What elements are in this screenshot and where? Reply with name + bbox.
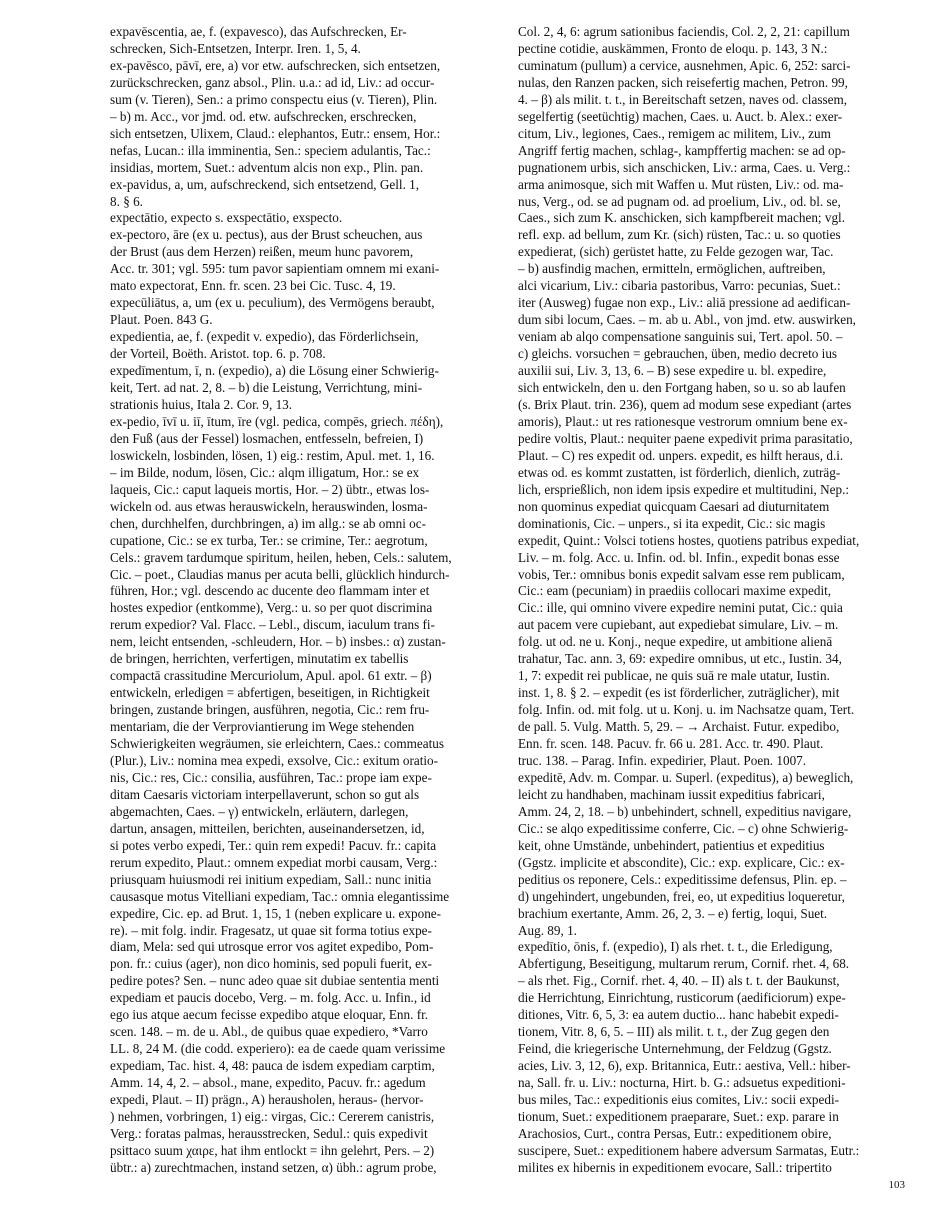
entry-line: expediam et paucis docebo, Verg. – m. folg. Acc. u. Infin., id [110,990,431,1006]
entry-line: diam, Mela: sed qui utrosque error vos agitet expedibo, Pom- [110,939,434,955]
entry-line: keit, Tert. ad nat. 2, 8. – b) die Leistung, Verrichtung, mini- [110,380,423,396]
entry-line: Liv. – m. folg. Acc. u. Infin. od. bl. Infin., expedit bonas esse [518,549,840,565]
entry-line: zurückschrecken, ganz absol., Plin. u.a.: ad id, Liv.: ad occur- [110,74,435,90]
entry-line: Caes., sich zum K. anschicken, sich kampfbereit machen; vgl. [518,210,846,226]
entry-line: nulas, den Ranzen packen, sich reisefertig machen, Petron. 99, [518,74,848,90]
entry-line: de pall. 5. Vulg. Matth. 5, 29. – → Archaist. Futur. expedibo, [518,719,840,735]
entry-line: – im Bilde, nodum, lösen, Cic.: alqm illigatum, Hor.: se ex [110,464,420,480]
entry-line: Schwierigkeiten wegräumen, sie erleichtern, Caes.: commeatus [110,736,444,752]
entry-line: arma animosque, sich mit Waffen u. Mut rüsten, Liv.: od. ma- [518,176,844,192]
entry-line: ex-pedio, īvī u. iī, ītum, īre (vgl. pedica, compēs, griech. πέδη), [110,413,444,429]
entry-line: re). – mit folg. indir. Fragesatz, ut quae sit forma totius expe- [110,922,432,938]
dictionary-entry [110,24,497,58]
entry-line: etwas od. es kommt zustatten, ist förderlich, dienlich, zuträg- [518,464,841,480]
entry-line: führen, Hor.; vgl. descendo ac ducente deo flammam inter et [110,583,430,599]
entry-line: pedire potes? Sen. – nunc adeo quae sit dubiae sententia menti [110,973,440,989]
entry-line: expedīmentum, ī, n. (expedio), a) die Lösung einer Schwierig- [110,363,439,379]
dictionary-entry [110,227,497,295]
entry-line: segelfertig (seetüchtig) machen, Caes. u. Auct. b. Alex.: exer- [518,108,843,124]
entry-line: alci vicarium, Liv.: cibaria pastoribus, Varro: pecunias, Suet.: [518,278,841,294]
entry-line: trahatur, Tac. ann. 3, 69: expedire omnibus, ut etc., Iustin. 34, [518,651,842,667]
entry-line: Cic.: ille, qui omnino vivere expedire nemini putat, Cic.: quia [518,600,843,616]
entry-line: acies, Liv. 3, 12, 6), exp. Britannica, Eutr.: aestiva, Vell.: hiber- [518,1058,851,1074]
entry-line: compactā crassitudine Mercuriolum, Apul. apol. 61 extr. – β) [110,668,432,684]
entry-line: Amm. 24, 2, 18. – b) unbehindert, schnell, expeditius navigare, [518,803,852,819]
page-number: 103 [888,1179,905,1191]
entry-line: Acc. tr. 301; vgl. 595: tum pavor sapientiam omnem mi exani- [110,261,440,277]
entry-line: veniam ab alqo compensatione sanguinis sui, Tert. apol. 50. – [518,329,843,345]
entry-line: tionum, Suet.: expeditionem praeparare, Suet.: exp. parare in [518,1109,839,1124]
entry-line: Feind, die kriegerische Unternehmung, der Feldzug (Ggstz. [518,1041,832,1057]
entry-line: ditam Caesaris victoriam interpellaverunt, schon so gut als [110,786,420,802]
entry-line: hostes expedior (entkomme), Verg.: u. so per quot discrimina [110,600,433,616]
dictionary-entry [110,414,497,1177]
left-column [110,24,497,1177]
entry-line: (s. Brix Plaut. trin. 236), quem ad modum sese expediant (artes [518,396,852,412]
entry-line: 1, 7: expedit rei publicae, ne quis suā re male utatur, Iustin. [518,668,830,684]
entry-line: Col. 2, 4, 6: agrum sationibus faciendis, Col. 2, 2, 21: capillum [518,24,850,39]
entry-line: loswickeln, losbinden, lösen, 1) eig.: restim, Apul. met. 1, 16. [110,447,435,463]
entry-line: cupatione, Cic.: se ex turba, Ter.: se crimine, Ter.: aegrotum, [110,532,428,548]
entry-line: mato expectorat, Enn. fr. scen. 23 bei Cic. Tusc. 4, 19. [110,278,396,294]
entry-line: bus miles, Tac.: expeditionis eius comites, Liv.: socii expedi- [518,1092,840,1108]
entry-line: schrecken, Sich-Entsetzen, Interpr. Iren. 1, 5, 4. [110,40,361,56]
entry-line: refl. exp. ad bellum, zum Kr. (sich) rüsten, Tac.: u. so quoties [518,227,841,243]
dictionary-entry [110,58,497,177]
entry-line: scen. 148. – m. de u. Abl., de quibus quae expediero, *Varro [110,1024,428,1040]
entry-line: – als rhet. Fig., Cornif. rhet. 4, 40. – II) als t. t. der Baukunst, [518,973,840,989]
entry-line: tionem, Vitr. 8, 6, 5. – III) als milit. t. t., der Zug gegen den [518,1024,830,1040]
entry-line: sich entsetzen, Ulixem, Claud.: elephantos, Eutr.: ensem, Hor.: [110,125,441,141]
entry-line: auxilii sui, Liv. 3, 13, 6. – B) sese expedire u. bl. expedire, [518,363,827,379]
entry-line: (Ggstz. implicite et abscondite), Cic.: exp. explicare, Cic.: ex- [518,854,845,870]
entry-line: rerum expedior? Val. Flacc. – Lebl., discum, iaculum trans fi- [110,617,435,633]
entry-line: citum, Liv., legiones, Caes., remigem ac militem, Liv., zum [518,125,831,141]
entry-line: vobis, Ter.: omnibus bonis expedit salvam esse rem publicam, [518,566,845,582]
entry-line: Cic.: se alqo expeditissime conferre, Cic. – c) ohne Schwierig- [518,820,849,836]
entry-line: peditius os reponere, Cels.: expeditissime defensus, Plin. ep. – [518,871,847,887]
entry-line: ex-pavēsco, pāvī, ere, a) vor etw. aufschrecken, sich entsetzen, [110,57,441,73]
entry-line: ex-pectoro, āre (ex u. pectus), aus der Brust scheuchen, aus [110,227,423,243]
entry-line: expedire, Cic. ep. ad Brut. 1, 15, 1 (neben explicare u. expone- [110,905,442,921]
entry-line: truc. 138. – Parag. Infin. expedirier, Plaut. Poen. 1007. [518,752,807,768]
dictionary-entry [518,770,905,940]
entry-line: leicht zu handhaben, machinam iussit expeditius fabricari, [518,786,825,802]
dictionary-entry [110,210,497,227]
entry-line: LL. 8, 24 M. (die codd. experiero): ea de caede quam verissime [110,1041,446,1057]
entry-line: Amm. 14, 4, 2. – absol., mane, expedito, Pacuv. fr.: agedum [110,1075,426,1091]
entry-line: milites ex hibernis in expeditionem evocare, Sall.: tripertito [518,1159,832,1175]
entry-line: non quominus expediat quicquam Caesari ad diuturnitatem [518,498,830,514]
entry-line: laqueis, Cic.: caput laqueis mortis, Hor. – 2) übtr., etwas los- [110,481,430,497]
entry-line: nus, Verg., od. se ad pugnam od. ad proelium, Liv., od. bl. se, [518,193,841,209]
entry-line: expedierat, (sich) gerüstet hatte, zu Felde gezogen war, Tac. [518,244,834,260]
entry-line: die Herrichtung, Einrichtung, rusticorum (aedificiorum) expe- [518,990,846,1006]
entry-line: expectātio, expecto s. exspectātio, exspecto. [110,210,343,226]
entry-line: Cic. – poet., Claudias manus per acuta belli, glücklich hindurch- [110,566,450,582]
entry-line: der Vorteil, Boëth. Aristot. top. 6. p. 708. [110,346,326,362]
dictionary-entry [518,24,905,770]
dictionary-entry [110,177,497,211]
entry-line: dominationis, Cic. – unpers., si ita expedit, Cic.: sic magis [518,515,826,531]
entry-line: bringen, zustande bringen, ausführen, negotia, Cic.: rem fru- [110,702,430,718]
entry-line: Plaut. Poen. 843 G. [110,312,213,328]
entry-line: nis, Cic.: res, Cic.: consilia, ausführen, Tac.: prope iam expe- [110,769,432,785]
entry-line: rerum expedito, Plaut.: omnem expediat morbi causam, Verg.: [110,854,438,870]
entry-line: amoris), Plaut.: ut res rationesque vestrorum omnium bene ex- [518,413,848,429]
entry-line: Enn. fr. scen. 148. Pacuv. fr. 66 u. 281. Acc. tr. 490. Plaut. [518,736,824,752]
entry-line: insidias, mortem, Suet.: adventum alcis non exp., Plin. pan. [110,159,424,175]
entry-line: ditiones, Vitr. 6, 5, 3: ea autem ductio... hanc habebit expedi- [518,1007,839,1023]
entry-line: aut pacem vere cupiebant, aut expediebat simulare, Liv. – m. [518,617,839,633]
right-column [518,24,905,1177]
entry-line: suscipere, Suet.: expeditionem habere adversum Sarmatas, Eutr.: [518,1142,860,1158]
dictionary-entry [110,295,497,329]
entry-line: na, Sall. fr. u. Liv.: nocturna, Hirt. b. G.: adsuetus expeditioni- [518,1075,846,1091]
entry-line: pectine cotidie, auskämmen, Fronto de eloqu. p. 143, 3 N.: [518,40,828,56]
dictionary-entry [518,939,905,1176]
entry-line: pugnationem urbis, sich anschicken, Liv.: arma, Caes. u. Verg.: [518,159,851,175]
entry-line: inst. 1, 8. § 2. – expedit (es ist förderlicher, zuträglicher), mit [518,685,840,701]
entry-line: dartun, ansagen, mitteilen, berichten, auseinandersetzen, id, [110,820,425,836]
entry-line: nem, leicht entsenden, -schleudern, Hor. – b) insbes.: α) zustan- [110,634,446,650]
entry-line: ) nehmen, vorbringen, 1) eig.: virgas, Cic.: Cererem canistris, [110,1109,435,1124]
entry-line: ego ius atque aecum fecisse expedibo atque eloquar, Enn. fr. [110,1007,429,1023]
entry-line: strationis huius, Itala 2. Cor. 9, 13. [110,396,293,412]
entry-line: expavēscentia, ae, f. (expavesco), das Aufschrecken, Er- [110,24,407,39]
entry-line: – b) ausfindig machen, ermitteln, ermöglichen, auftreiben, [518,261,826,277]
entry-line: 4. – β) als milit. t. t., in Bereitschaft setzen, naves od. classem, [518,91,847,107]
dictionary-entry [110,363,497,414]
entry-line: expedītio, ōnis, f. (expedio), I) als rhet. t. t., die Erledigung, [518,939,833,955]
entry-line: chen, durchhelfen, durchbringen, a) im allg.: se ab omni oc- [110,515,427,531]
entry-line: nefas, Lucan.: illa imminentia, Sen.: speciem adulantis, Tac.: [110,142,431,158]
entry-line: Cic.: eam (pecuniam) in praediis collocari maxime expedit, [518,583,832,599]
entry-line: iter (Ausweg) fugae non exp., Liv.: aliā pressione ad aedifican- [518,295,851,311]
entry-line: pon. fr.: cuius (ager), non dico hominis, sed populi fuerit, ex- [110,956,432,972]
entry-line: Verg.: foratas palmas, herausstrecken, Sedul.: quis expedivit [110,1125,428,1141]
entry-line: Cels.: gravem tardumque spiritum, heilen, heben, Cels.: salutem, [110,549,452,565]
entry-line: Abfertigung, Beseitigung, multarum rerum, Cornif. rhet. 4, 68. [518,956,850,972]
entry-line: priusquam huiusmodi rei initium expediam, Sall.: nunc initia [110,871,432,887]
entry-line: (Plur.), Liv.: nomina mea expedi, exsolve, Cic.: exitum oratio- [110,752,439,768]
entry-line: brachium exertante, Amm. 26, 2, 3. – e) fertig, loqui, Suet. [518,905,828,921]
entry-line: folg. Infin. od. mit folg. ut u. Konj. u. im Nachsatze quam, Tert. [518,702,855,718]
entry-line: si potes verbo expedi, Ter.: quin rem expedi! Pacuv. fr.: capita [110,837,437,853]
entry-line: übtr.: a) zurechtmachen, instand setzen, α) übh.: agrum probe, [110,1159,437,1175]
entry-line: keit, ohne Umstände, unbehindert, patientius et expeditius [518,837,825,853]
entry-line: sum (v. Tieren), Sen.: a primo conspectu eius (v. Tieren), Plin. [110,91,438,107]
entry-line: Aug. 89, 1. [518,922,577,938]
entry-line: cuminatum (pullum) a cervice, ausnehmen, Apic. 6, 252: sarci- [518,57,851,73]
entry-line: pedire voltis, Plaut.: nequiter paene expedivit prima parasitatio, [518,430,853,446]
entry-line: abgemachten, Caes. – γ) entwickeln, erläutern, darlegen, [110,803,409,819]
entry-line: lich, ersprießlich, non idem ipsis expedire et multitudini, Nep.: [518,481,850,497]
entry-line: expedit, Quint.: Volsci totiens hostes, quotiens patribus expediat, [518,532,860,548]
entry-line: Angriff fertig machen, schlag-, kampffertig machen: se ad op- [518,142,846,158]
entry-line: ex-pavidus, a, um, aufschreckend, sich entsetzend, Gell. 1, [110,176,420,192]
entry-line: c) gleichs. vorsuchen = gebrauchen, üben, medio decreto ius [518,346,838,362]
entry-line: entwickeln, erledigen = abfertigen, beseitigen, in Richtigkeit [110,685,430,701]
entry-line: expeditē, Adv. m. Compar. u. Superl. (expeditus), a) beweglich, [518,769,854,785]
entry-line: 8. § 6. [110,193,143,209]
entry-line: expedientia, ae, f. (expedit v. expedio), das Förderlichsein, [110,329,419,345]
entry-line: de bringen, herrichten, verfertigen, minutatim ex tabellis [110,651,409,667]
entry-line: wickeln od. aus etwas herauswickeln, herauswinden, losma- [110,498,428,514]
dictionary-entry [110,329,497,363]
entry-line: – b) m. Acc., vor jmd. od. etw. aufschrecken, erschrecken, [110,108,417,124]
entry-line: folg. ut od. ne u. Konj., neque expedire, ut ambitione alienā [518,634,833,650]
entry-line: expedi, Plaut. – II) prägn., A) herausholen, heraus- (hervor- [110,1092,424,1108]
entry-line: sich entwickeln, den u. den Fortgang haben, so u. so ab laufen [518,380,846,396]
entry-line: psittaco suum χαιρε, hat ihm entlockt = ihn gelehrt, Pers. – 2) [110,1142,435,1158]
entry-line: mentariam, die der Verproviantierung im Wege stehenden [110,719,415,735]
entry-line: den Fuß (aus der Fessel) losmachen, entfesseln, befreien, I) [110,430,424,446]
entry-line: causasque motus Vitelliani expediam, Tac.: omnia elegantissime [110,888,450,904]
entry-line: der Brust (aus dem Herzen) reißen, meum hunc pavorem, [110,244,414,260]
entry-line: expecūliātus, a, um (ex u. peculium), des Vermögens beraubt, [110,295,435,311]
entry-line: Arachosios, Curt., contra Persas, Eutr.: expeditionem obire, [518,1125,832,1141]
entry-line: d) ungehindert, ungebunden, frei, eo, ut expeditius loqueretur, [518,888,845,904]
entry-line: dum sibi locum, Caes. – m. ab u. Abl., von jmd. etw. auswirken, [518,312,856,328]
entry-line: Plaut. – C) res expedit od. unpers. expedit, es hilft heraus, d.i. [518,447,844,463]
entry-line: expediam, Tac. hist. 4, 48: pauca de isdem expediam carptim, [110,1058,435,1074]
